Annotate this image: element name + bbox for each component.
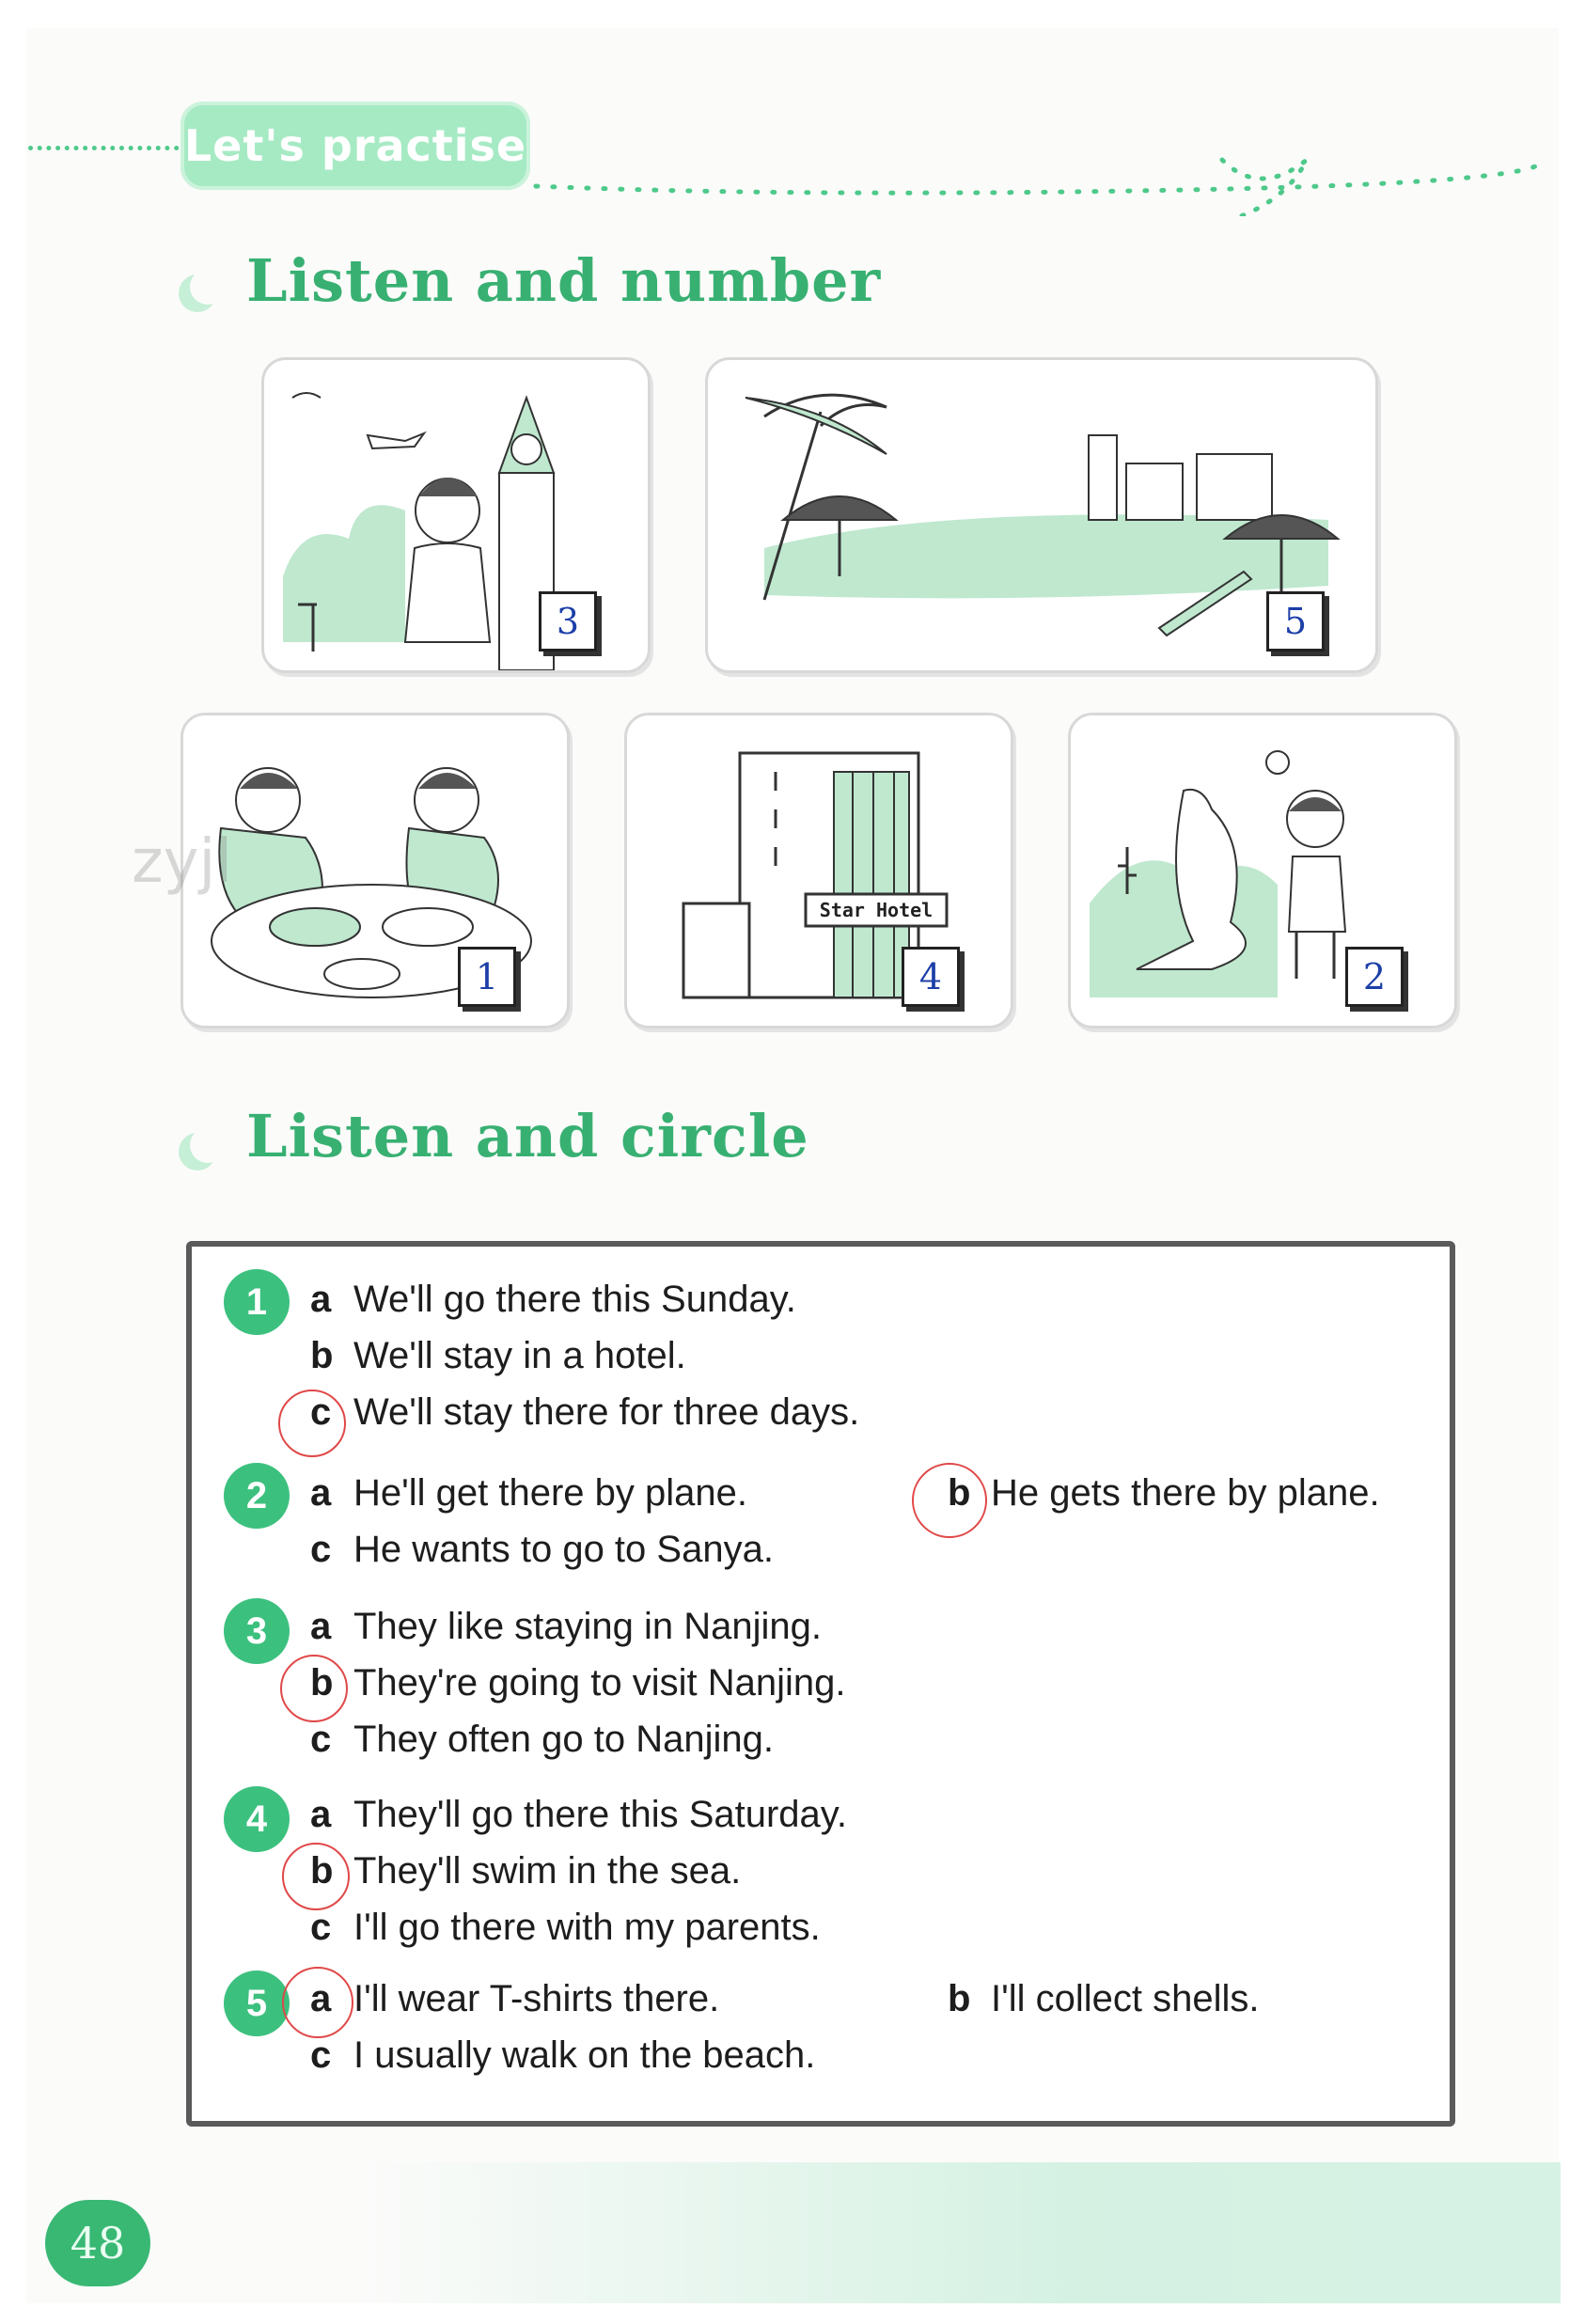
option-letter: b [948, 1978, 971, 2019]
option-row[interactable] [310, 1472, 747, 1515]
answer-circle-mark [912, 1463, 987, 1538]
card-seafood-dinner [180, 713, 570, 1029]
option-letter: a [310, 1606, 332, 1647]
option-letter: a [310, 1794, 332, 1835]
option-row[interactable] [948, 1472, 1380, 1515]
question-number-badge: 4 [224, 1786, 290, 1852]
option-text: He gets there by plane. [991, 1472, 1380, 1514]
option-row[interactable] [310, 1279, 796, 1321]
option-text: They're going to visit Nanjing. [353, 1662, 846, 1704]
card-star-hotel [624, 713, 1013, 1029]
option-row[interactable] [310, 1719, 774, 1761]
moon-bullet-icon [179, 1133, 216, 1170]
option-text: We'll go there this Sunday. [353, 1279, 796, 1320]
dotted-line-right [526, 141, 1561, 216]
option-row[interactable] [310, 1907, 821, 1949]
option-text: I'll collect shells. [991, 1978, 1260, 2019]
answer-number-box: 1 [458, 947, 516, 1007]
moon-bullet-icon [179, 275, 216, 312]
option-text: I'll wear T-shirts there. [353, 1978, 720, 2019]
option-letter: b [310, 1850, 334, 1892]
watermark-text: zyjl [132, 827, 233, 897]
option-row[interactable] [310, 1978, 719, 2020]
option-letter: a [310, 1472, 332, 1514]
question-number-badge: 2 [224, 1463, 290, 1529]
option-text: I usually walk on the beach. [353, 2034, 816, 2076]
section-title: Let's practise [180, 102, 530, 190]
option-letter: c [310, 1391, 332, 1433]
option-row[interactable] [310, 1662, 845, 1704]
option-letter: c [310, 2034, 332, 2076]
option-row[interactable] [948, 1978, 1260, 2020]
option-row[interactable] [310, 2034, 815, 2077]
option-text: We'll stay in a hotel. [353, 1335, 686, 1376]
answer-circle-mark [282, 1843, 350, 1910]
listen-circle-heading: Listen and circle [246, 1102, 809, 1170]
option-letter: b [310, 1662, 334, 1704]
answer-number-box: 2 [1345, 947, 1404, 1007]
listen-number-heading: Listen and number [246, 246, 882, 315]
answer-circle-mark [280, 1655, 348, 1722]
option-letter: c [310, 1529, 332, 1570]
card-beach [705, 357, 1378, 673]
option-row[interactable] [310, 1606, 822, 1648]
option-letter: a [310, 1978, 332, 2019]
option-row[interactable] [310, 1391, 859, 1434]
answer-number-box: 4 [902, 947, 960, 1007]
option-letter: c [310, 1719, 332, 1760]
option-row[interactable] [310, 1335, 686, 1377]
answer-number-box: 3 [539, 591, 597, 652]
option-text: He'll get there by plane. [353, 1472, 748, 1514]
option-text: They like staying in Nanjing. [353, 1606, 823, 1647]
option-text: They'll swim in the sea. [353, 1850, 742, 1892]
option-text: I'll go there with my parents. [353, 1907, 821, 1948]
dotted-line-left [28, 146, 188, 150]
question-number-badge: 3 [224, 1598, 290, 1664]
bottom-decoration [357, 2162, 1561, 2303]
option-text: He wants to go to Sanya. [353, 1529, 774, 1570]
card-big-ben [261, 357, 651, 673]
question-number-badge: 5 [224, 1971, 290, 2036]
option-letter: b [948, 1472, 971, 1514]
option-row[interactable] [310, 1794, 847, 1836]
hotel-sign-text: Star Hotel [819, 899, 934, 921]
answer-circle-mark [282, 1967, 353, 2038]
option-text: They'll go there this Saturday. [353, 1794, 847, 1835]
answer-number-box: 5 [1266, 591, 1325, 652]
card-kangaroo [1068, 713, 1457, 1029]
option-text: We'll stay there for three days. [353, 1391, 860, 1433]
option-row[interactable] [310, 1529, 774, 1571]
question-number-badge: 1 [224, 1269, 290, 1335]
option-row[interactable] [310, 1850, 741, 1892]
option-letter: a [310, 1279, 332, 1320]
option-letter: b [310, 1335, 334, 1376]
option-letter: c [310, 1907, 332, 1948]
answer-circle-mark [278, 1390, 346, 1457]
option-text: They often go to Nanjing. [353, 1719, 774, 1760]
page-number: 48 [45, 2200, 150, 2286]
